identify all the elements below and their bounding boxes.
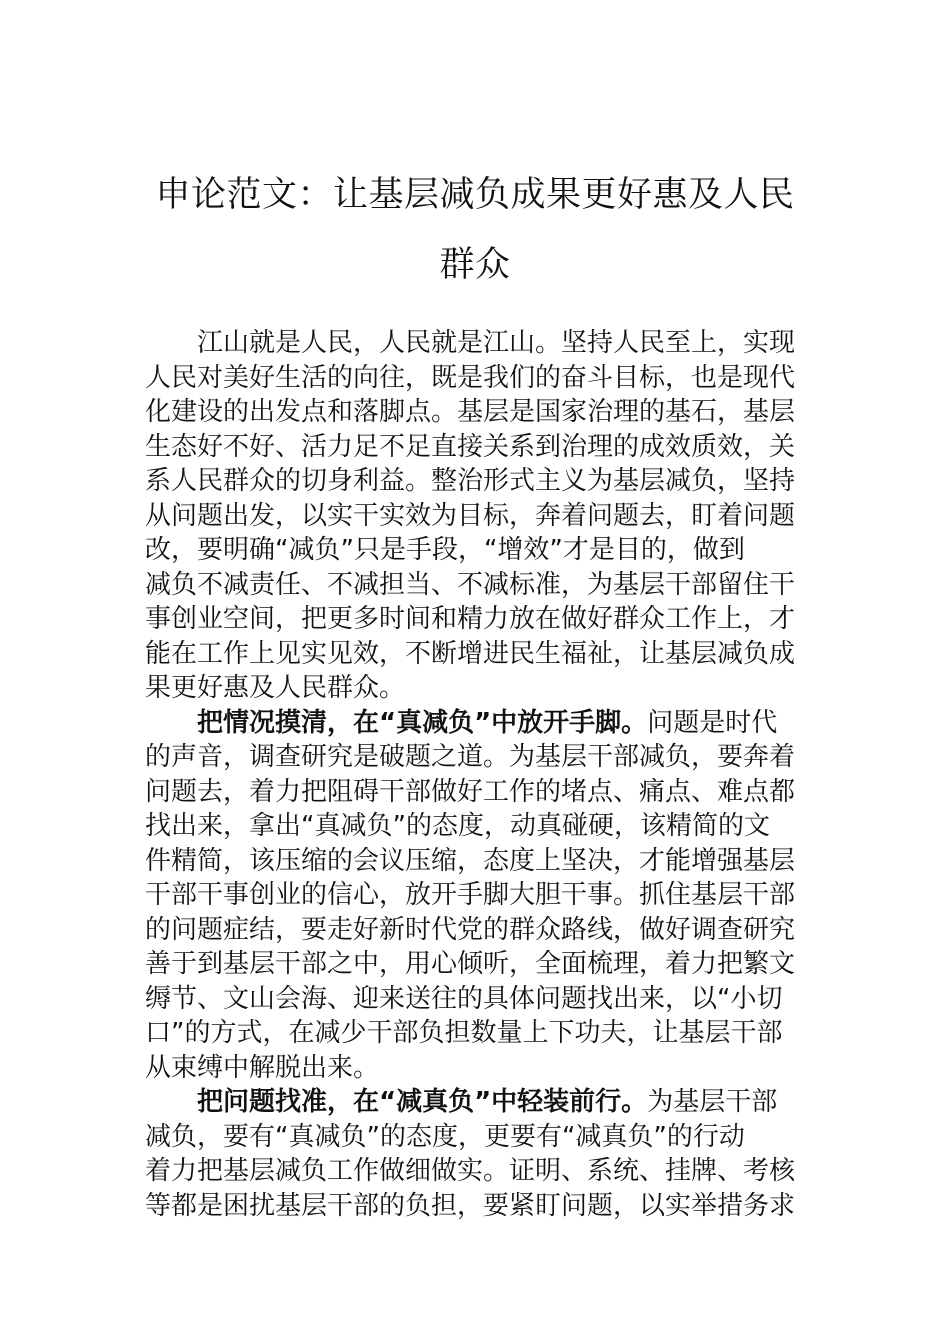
paragraph-line: 系人民群众的切身利益。整治形式主义为基层减负，坚持 xyxy=(145,466,796,496)
paragraph-line: 的问题症结，要走好新时代党的群众路线，做好调查研究 xyxy=(145,914,796,945)
paragraph-line: 人民对美好生活的向往，既是我们的奋斗目标，也是现代 xyxy=(145,362,796,393)
paragraph-line: 减负不减责任、不减担当、不减标准，为基层干部留住干 xyxy=(145,569,796,600)
title-line-2: 群众 xyxy=(439,245,511,285)
paragraph-line: 着力把基层减负工作做细做实。证明、系统、挂牌、考核 xyxy=(145,1156,796,1186)
paragraph-line: 善于到基层干部之中，用心倾听，全面梳理，着力把繁文 xyxy=(145,949,796,979)
paragraph-text: 问题是时代 xyxy=(647,707,778,738)
paragraph-line: 找出来，拿出“真减负”的态度，动真碰硬，该精简的文 xyxy=(145,811,770,841)
paragraph-line: 改，要明确“减负”只是手段，“增效”才是目的，做到 xyxy=(145,535,745,565)
paragraph-text: 为基层干部 xyxy=(647,1087,778,1117)
paragraph-line: 干部干事创业的信心，放开手脚大胆干事。抓住基层干部 xyxy=(145,880,796,910)
document-body xyxy=(145,326,807,1223)
paragraph-line: 从问题出发，以实干实效为目标，奔着问题去，盯着问题 xyxy=(145,500,796,531)
paragraph-line: 从束缚中解脱出来。 xyxy=(145,1052,380,1083)
paragraph-line: 等都是困扰基层干部的负担，要紧盯问题，以实举措务求 xyxy=(145,1190,796,1221)
paragraph-2 xyxy=(145,706,807,1086)
paragraph-line: 生态好不好、活力足不足直接关系到治理的成效质效，关 xyxy=(145,431,796,462)
paragraph-first-line xyxy=(145,706,807,741)
section-heading: 把问题找准，在“减真负”中轻装前行。 xyxy=(197,1087,648,1117)
paragraph-line: 缛节、文山会海、迎来送往的具体问题找出来，以“小切 xyxy=(145,983,783,1014)
title-line-1: 申论范文：让基层减负成果更好惠及人民 xyxy=(155,175,795,215)
paragraph-line: 件精简，该压缩的会议压缩，态度上坚决，才能增强基层 xyxy=(145,845,796,876)
section-heading: 把情况摸清，在“真减负”中放开手脚。 xyxy=(197,707,648,738)
document-title xyxy=(60,160,890,300)
paragraph-first-line xyxy=(145,1085,807,1120)
paragraph-line: 问题去，着力把阻碍干部做好工作的堵点、痛点、难点都 xyxy=(145,776,796,807)
paragraph-line: 的声音，调查研究是破题之道。为基层干部减负，要奔着 xyxy=(145,742,796,772)
paragraph-line: 口”的方式，在减少干部负担数量上下功夫，让基层干部 xyxy=(145,1018,783,1048)
paragraph-line: 减负，要有“真减负”的态度，更要有“减真负”的行动 xyxy=(145,1121,745,1152)
paragraph-3 xyxy=(145,1085,807,1223)
paragraph-line: 果更好惠及人民群众。 xyxy=(145,673,406,703)
paragraph-line: 事创业空间，把更多时间和精力放在做好群众工作上，才 xyxy=(145,604,796,634)
paragraph-line: 化建设的出发点和落脚点。基层是国家治理的基石，基层 xyxy=(145,397,796,427)
paragraph-line: 江山就是人民，人民就是江山。坚持人民至上，实现 xyxy=(197,328,796,358)
paragraph-1 xyxy=(145,326,807,706)
paragraph-line: 能在工作上见实见效，不断增进民生福祉，让基层减负成 xyxy=(145,638,796,669)
